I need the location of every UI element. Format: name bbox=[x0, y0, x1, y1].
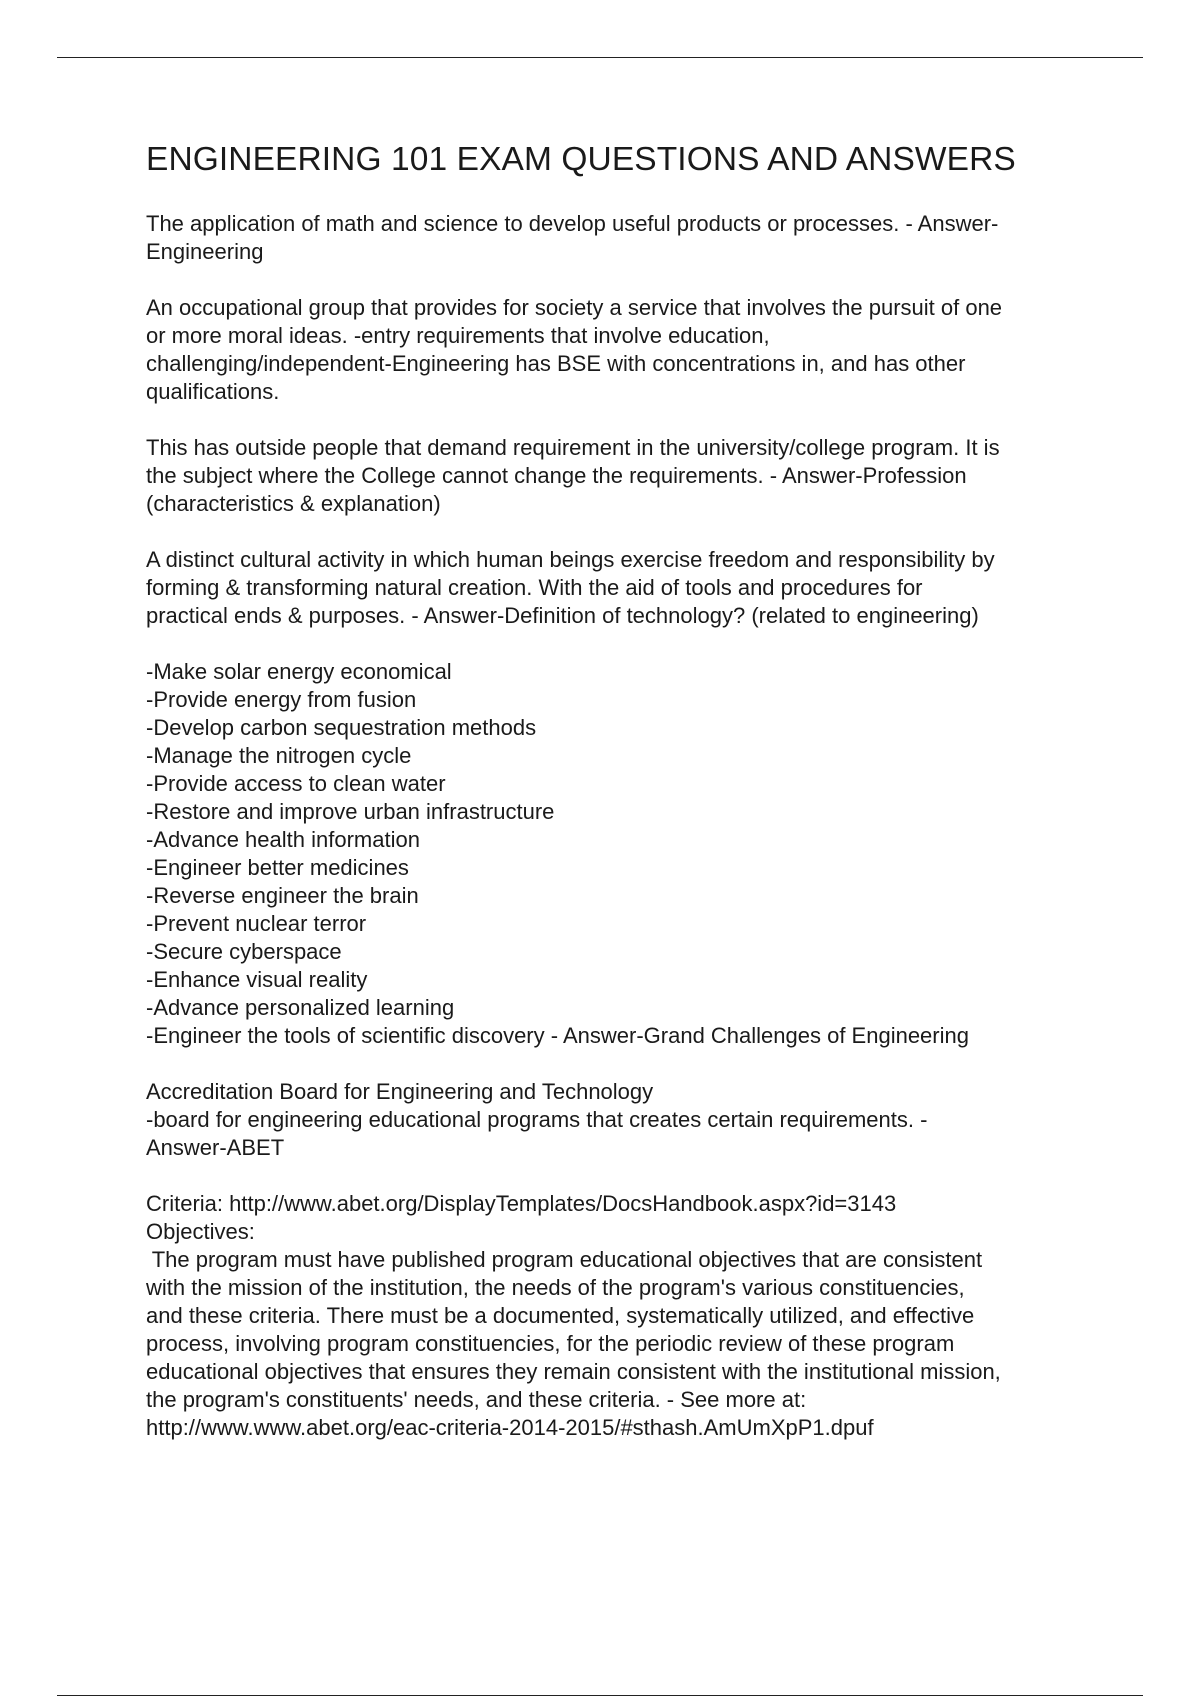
list-item: -Manage the nitrogen cycle bbox=[146, 743, 412, 769]
footer-rule bbox=[57, 1695, 1143, 1696]
text-line: the program's constituents' needs, and these criteria. - See more at: bbox=[146, 1387, 807, 1413]
text-line: http://www.www.abet.org/eac-criteria-2014-2015/#sthash.AmUmXpP1.dpuf bbox=[146, 1415, 874, 1441]
qa-engineering bbox=[146, 210, 1096, 266]
list-item: -Advance health information bbox=[146, 827, 420, 853]
text-line: The program must have published program educational objectives that are consistent bbox=[146, 1247, 983, 1273]
document-body bbox=[146, 140, 1096, 1470]
text-line: Accreditation Board for Engineering and Technology bbox=[146, 1079, 654, 1105]
text-line: Criteria: http://www.abet.org/DisplayTemplates/DocsHandbook.aspx?id=3143 bbox=[146, 1191, 897, 1217]
list-item: -Advance personalized learning bbox=[146, 995, 455, 1021]
document-title: ENGINEERING 101 EXAM QUESTIONS AND ANSWERS bbox=[146, 141, 1016, 178]
text-line: the subject where the College cannot change the requirements. - Answer-Profession bbox=[146, 463, 967, 489]
text-line: educational objectives that ensures they remain consistent with the institutional mission, bbox=[146, 1359, 1001, 1385]
text-line: challenging/independent-Engineering has BSE with concentrations in, and has other bbox=[146, 351, 966, 377]
text-line: process, involving program constituencies, for the periodic review of these program bbox=[146, 1331, 955, 1357]
text-line: forming & transforming natural creation. With the aid of tools and procedures for bbox=[146, 575, 923, 601]
list-item: -Provide access to clean water bbox=[146, 771, 446, 797]
grand-challenges-list bbox=[146, 658, 1096, 1050]
list-item: -Secure cyberspace bbox=[146, 939, 342, 965]
list-item: -Prevent nuclear terror bbox=[146, 911, 367, 937]
text-line: and these criteria. There must be a documented, systematically utilized, and effective bbox=[146, 1303, 975, 1329]
text-line: Engineering bbox=[146, 239, 264, 265]
text-line: -board for engineering educational programs that creates certain requirements. - bbox=[146, 1107, 928, 1133]
text-line: practical ends & purposes. - Answer-Definition of technology? (related to engineering) bbox=[146, 603, 979, 629]
text-line: The application of math and science to develop useful products or processes. - Answer- bbox=[146, 211, 999, 237]
header-rule bbox=[57, 57, 1143, 58]
text-line: qualifications. bbox=[146, 379, 280, 405]
text-line: or more moral ideas. -entry requirements that involve education, bbox=[146, 323, 770, 349]
list-item: -Make solar energy economical bbox=[146, 659, 452, 685]
text-line: with the mission of the institution, the needs of the program's various constituencies, bbox=[146, 1275, 965, 1301]
text-line: (characteristics & explanation) bbox=[146, 491, 441, 517]
text-line: A distinct cultural activity in which human beings exercise freedom and responsibility by bbox=[146, 547, 995, 573]
list-item: -Engineer the tools of scientific discovery - Answer-Grand Challenges of Engineering bbox=[146, 1023, 969, 1049]
list-item: -Restore and improve urban infrastructure bbox=[146, 799, 555, 825]
qa-abet bbox=[146, 1078, 1096, 1162]
text-line: Objectives: bbox=[146, 1219, 255, 1245]
qa-profession bbox=[146, 434, 1096, 518]
list-item: -Enhance visual reality bbox=[146, 967, 368, 993]
list-item: -Reverse engineer the brain bbox=[146, 883, 419, 909]
text-line: This has outside people that demand requirement in the university/college program. It is bbox=[146, 435, 1000, 461]
list-item: -Provide energy from fusion bbox=[146, 687, 417, 713]
text-line: Answer-ABET bbox=[146, 1135, 285, 1161]
list-item: -Engineer better medicines bbox=[146, 855, 409, 881]
list-item: -Develop carbon sequestration methods bbox=[146, 715, 537, 741]
qa-profession-definition bbox=[146, 294, 1096, 406]
qa-criteria-objectives bbox=[146, 1190, 1096, 1442]
text-line: An occupational group that provides for society a service that involves the pursuit of one bbox=[146, 295, 1003, 321]
qa-technology bbox=[146, 546, 1096, 630]
